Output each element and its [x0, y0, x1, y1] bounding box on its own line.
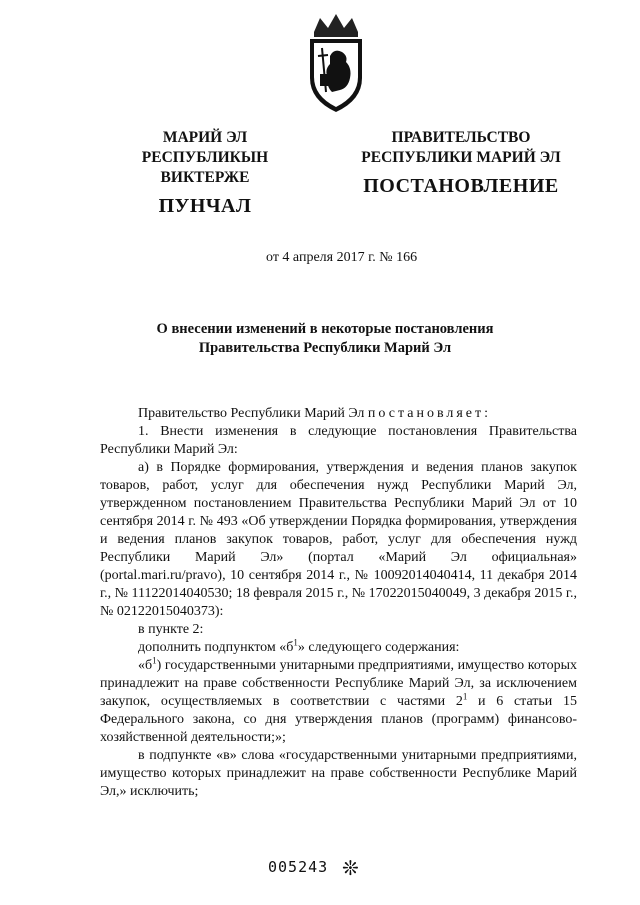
body-text: ) государственными унитарными предприятиями, имущество которых принадлежит на праве собственности Республике Марий Эл, за исключением закупок, осуществляемых в соответствии с частями 2	[100, 658, 577, 709]
body-paragraph-1: 1. Внести изменения в следующие постановления Правительства Республики Марий Эл:	[100, 424, 577, 457]
header-right-title: ПОСТАНОВЛЕНИЕ	[363, 175, 559, 197]
body-paragraph-3: в пункте 2:	[138, 622, 204, 637]
body-text-spaced: постановляет:	[367, 406, 492, 421]
header-right	[355, 128, 567, 196]
header-left-title: ПУНЧАЛ	[158, 195, 252, 217]
superscript: 1	[462, 691, 468, 702]
republic-emblem-icon	[296, 12, 376, 116]
header-right-line2: РЕСПУБЛИКИ МАРИЙ ЭЛ	[361, 149, 561, 166]
body-text: » следующего содержания:	[297, 640, 460, 655]
header-left-line1: МАРИЙ ЭЛ РЕСПУБЛИКЫН	[141, 129, 269, 166]
document-title-line2: Правительства Республики Марий Эл	[198, 340, 452, 356]
ornament-icon: ❊	[342, 856, 359, 880]
header-left-line2: ВИКТЕРЖЕ	[160, 169, 250, 186]
body-paragraph-0	[100, 405, 577, 423]
header-left	[100, 128, 310, 216]
document-title	[90, 320, 560, 358]
body-text: Правительство Республики Марий Эл	[138, 406, 368, 421]
body-text: «б	[138, 658, 153, 673]
document-body	[100, 405, 577, 801]
document-title-line1: О внесении изменений в некоторые постановления	[156, 321, 494, 337]
body-text: и 6 статьи 15 Федерального закона, со дня утверждения планов (программ) финансово-хозяйственной деятельности;»;	[100, 694, 578, 745]
body-paragraph-2: а) в Порядке формирования, утверждения и ведения планов закупок товаров, работ, услуг для обеспечения нужд Республики Марий Эл, утвержденном постановлением Правительства Республики Марий Эл от 10 сентября 2014 г. № 493 «Об утверждении Порядка формирования, утверждения и ведения планов закупок товаров, работ, услуг для обеспечения нужд Республики Марий Эл» (портал «Марий Эл официальная» (portal.mari.ru/pravo), 10 сентября 2014 г., № 10092014040414, 11 декабря 2014 г., № 11122014040530; 18 февраля 2015 г., № 17022015040049, 3 декабря 2015 г., № 02122015040373):	[100, 460, 577, 619]
document-date: от 4 апреля 2017 г. № 166	[266, 250, 418, 265]
body-text: дополнить подпунктом «б	[138, 640, 294, 655]
superscript: 1	[152, 655, 157, 666]
body-paragraph-6: в подпункте «в» слова «государственными унитарными предприятиями, имущество которых принадлежит на праве собственности Республике Марий Эл,» исключить;	[100, 748, 577, 799]
serial-number: 005243	[268, 858, 329, 876]
body-paragraph-4	[100, 639, 577, 657]
body-paragraph-5	[100, 657, 577, 747]
header-right-line1: ПРАВИТЕЛЬСТВО	[391, 129, 531, 146]
superscript: 1	[293, 637, 298, 648]
